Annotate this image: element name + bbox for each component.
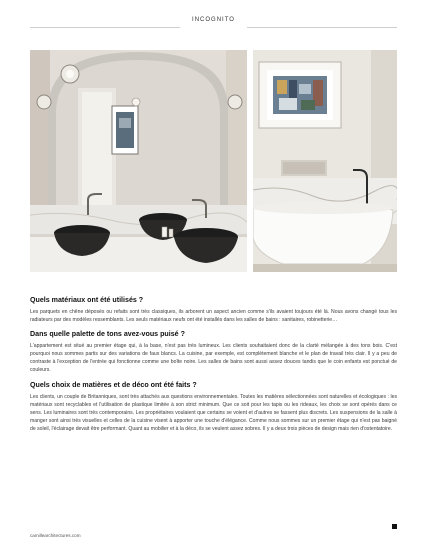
bathtub-photo	[253, 50, 397, 272]
answer-paragraph: L'appartement est situé au premier étage qui, à la base, n'est pas très lumineux. Les clients souhaitaient donc de la clarté mélangée à des tons bois. C'est pourquoi nous sommes partis sur des variations de faux blancs. La cuisine, par exemple, est complètement blanche et le plan de travail très clair. Il y a peu de contraste à l'exception de l'entrée qui fonctionne comme une boîte noire. Les salles de bains sont aussi assez douces tandis que le coin enfants est ponctué de couleurs.	[30, 343, 397, 374]
question-heading: Dans quelle palette de tons avez-vous puisé ?	[30, 330, 185, 339]
header-rule-right	[247, 27, 397, 28]
section-label: INCOGNITO	[192, 17, 235, 23]
question-heading: Quels choix de matières et de déco ont été faits ?	[30, 380, 197, 389]
question-heading: Quels matériaux ont été utilisés ?	[30, 296, 144, 304]
end-of-article-square-icon	[392, 524, 397, 529]
answer-paragraph: Les clients, un couple de Britanniques, sont très attachés aux questions environnementales. Toutes les matières sélectionnées sont naturelles et écologiques : les matériaux sont recyclables et l'utilisation de plastique limitée à son strict minimum. Que ce soit pour les tapis ou les rideaux, les choix se sont opérés dans ce sens. Les luminaires sont très contemporains. Les propriétaires voulaient que certains se voient et d'autres se fassent plus discrets. Les suspensions de la salle à manger sont ainsi très visuelles et celles de la cuisine visent à apporter une touche d'élégance. Comme nous sommes sur un premier étage qui n'est pas baigné de soleil, l'éclairage devait être performant. Quant au mobilier et à la déco, ils se veulent assez sobres. Il y a deux trois pièces de design mais rien d'ostentatoire.	[30, 393, 397, 432]
website-link[interactable]: camillearchitectures.com	[30, 533, 81, 538]
article-text	[30, 296, 397, 439]
page-header	[0, 0, 427, 40]
answer-paragraph: Les parquets en chêne déposés ou refaits sont très classiques, ils arborent un aspect ancien comme s'ils avaient toujours été là. Nous avons changé tous les radiateurs par des modèles ressemblants. Les seuls matériaux neufs ont été installés dans les salles de bains : sanitaires, robinetterie…	[30, 309, 397, 324]
bathroom-vanity-photo	[30, 50, 247, 272]
header-rule-left	[30, 27, 180, 28]
page-footer	[30, 524, 397, 538]
